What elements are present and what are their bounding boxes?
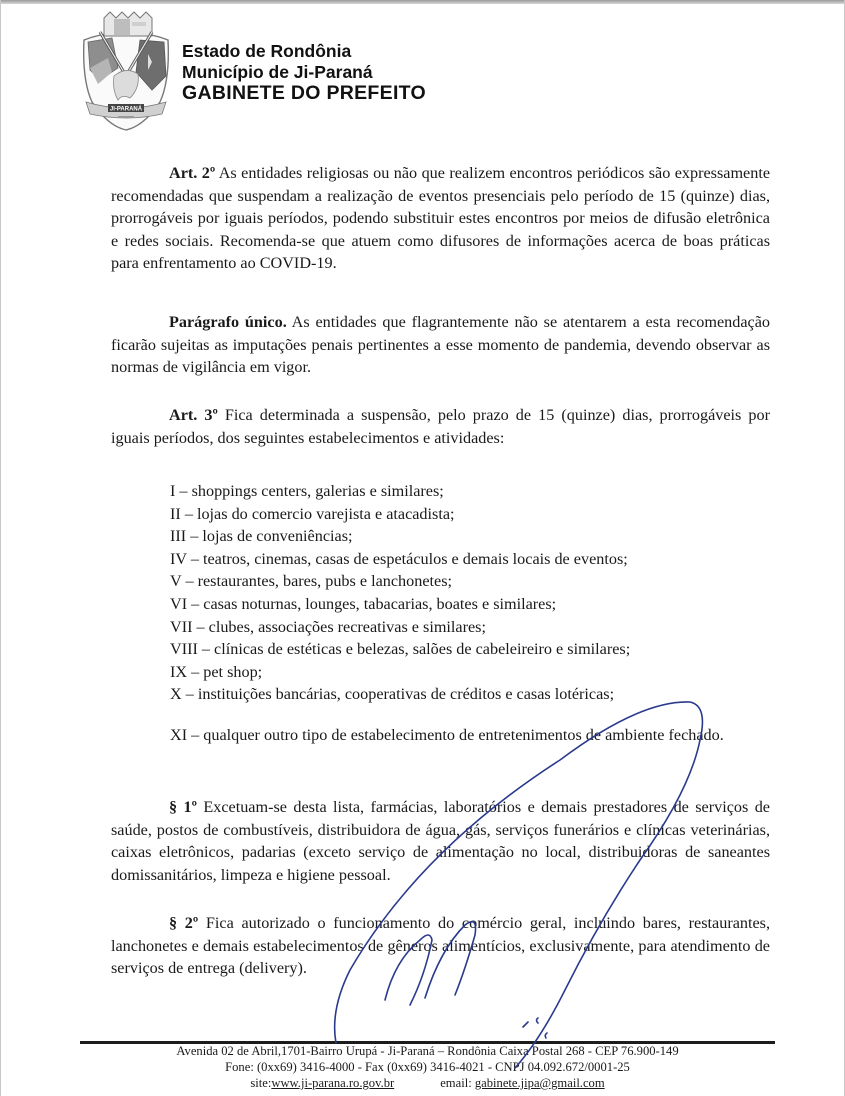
list-item-xi: XI – qualquer outro tipo de estabelecimento de entretenimentos de ambiente fechado.: [170, 726, 724, 744]
list-item: X – instituições bancárias, cooperativas de créditos e casas lotéricas;: [170, 685, 615, 704]
footer-email-link[interactable]: gabinete.jipa@gmail.com: [474, 1076, 605, 1090]
scan-left-edge: [0, 0, 1, 1096]
list-item: III – lojas de conveniências;: [170, 527, 353, 546]
letterhead-municipality: Município de Ji-Paraná: [182, 61, 373, 82]
letterhead-state: Estado de Rondônia: [182, 41, 352, 61]
article-2: [111, 162, 770, 275]
list-item: IV – teatros, cinemas, casas de espetáculos e demais locais de eventos;: [170, 549, 628, 568]
footer-site-link[interactable]: www.ji-parana.ro.gov.br: [271, 1076, 395, 1090]
footer-phones: Fone: (0xx69) 3416-4000 - Fax (0xx69) 3416-4021 - CNPJ 04.092.672/0001-25: [225, 1060, 630, 1074]
sole-paragraph-label: Parágrafo único.: [169, 313, 287, 331]
article-3: [111, 404, 770, 449]
suspended-establishments-list: [170, 480, 630, 706]
paragraph-1-label: § 1º: [169, 798, 197, 816]
list-item: VII – clubes, associações recreativas e similares;: [170, 617, 486, 636]
list-item: II – lojas do comercio varejista e atacadista;: [170, 504, 455, 523]
footer-address: Avenida 02 de Abril,1701-Bairro Urupá - Ji-Paraná – Rondônia Caixa Postal 268 - CEP 76.900-149: [176, 1044, 679, 1058]
sole-paragraph-text: As entidades que flagrantemente não se atentarem a esta recomendação ficarão sujeitas as imputações penais pertinentes a esse momento de pandemia, devendo observar as normas de vigilância em vigor.: [111, 313, 770, 377]
list-item: I – shoppings centers, galerias e similares;: [170, 482, 444, 500]
paragraph-2: [111, 912, 770, 980]
footer-email-label: email:: [440, 1076, 475, 1090]
scan-top-edge: [0, 0, 845, 4]
crest-label: JI-PARANÁ: [109, 106, 143, 113]
paragraph-2-label: § 2º: [169, 914, 199, 932]
municipal-crest-icon: [78, 10, 174, 132]
letterhead: [182, 41, 426, 105]
paragraph-1-text: Excetuam-se desta lista, farmácias, laboratórios e demais prestadores de serviços de saúde, postos de combustíveis, distribuidora de água, gás, serviços funerários e clínicas veterinárias, caixas eletrônicos, padarias (exceto serviço de alimentação no local, distribuidoras de saneantes domissanitários, limpeza e higiene pessoal.: [111, 798, 770, 884]
sole-paragraph: [111, 311, 770, 379]
paragraph-1: [111, 796, 770, 886]
article-3-label: Art. 3º: [169, 406, 218, 424]
list-item: IX – pet shop;: [170, 662, 263, 681]
paragraph-2-text: Fica autorizado o funcionamento do comércio geral, incluindo bares, restaurantes, lanchonetes e demais estabelecimentos de gêneros alimentícios, exclusivamente, para atendimento de serviços de entrega (delivery).: [111, 914, 771, 978]
footer-site-label: site:: [250, 1076, 272, 1090]
letterhead-office: GABINETE DO PREFEITO: [182, 82, 426, 104]
footer: [80, 1043, 775, 1091]
list-item: VI – casas noturnas, lounges, tabacarias, boates e similares;: [170, 594, 557, 613]
list-item: VIII – clínicas de estéticas e belezas, salões de cabeleireiro e similares;: [170, 640, 631, 659]
article-2-text: As entidades religiosas ou não que realizem encontros periódicos são expressamente recomendadas que suspendam a realização de eventos presenciais pelo período de 15 (quinze) dias, prorrogáveis por iguais períodos, podendo substituir estes encontros por meios de difusão eletrônica e redes sociais. Recomenda-se que atuem como difusores de informações acerca de boas práticas para enfrentamento ao COVID-19.: [111, 164, 771, 273]
article-2-label: Art. 2º: [169, 164, 216, 182]
list-item: V – restaurantes, bares, pubs e lanchonetes;: [170, 572, 452, 591]
article-3-text: Fica determinada a suspensão, pelo prazo de 15 (quinze) dias, prorrogáveis por iguais períodos, dos seguintes estabelecimentos e atividades:: [111, 406, 770, 447]
